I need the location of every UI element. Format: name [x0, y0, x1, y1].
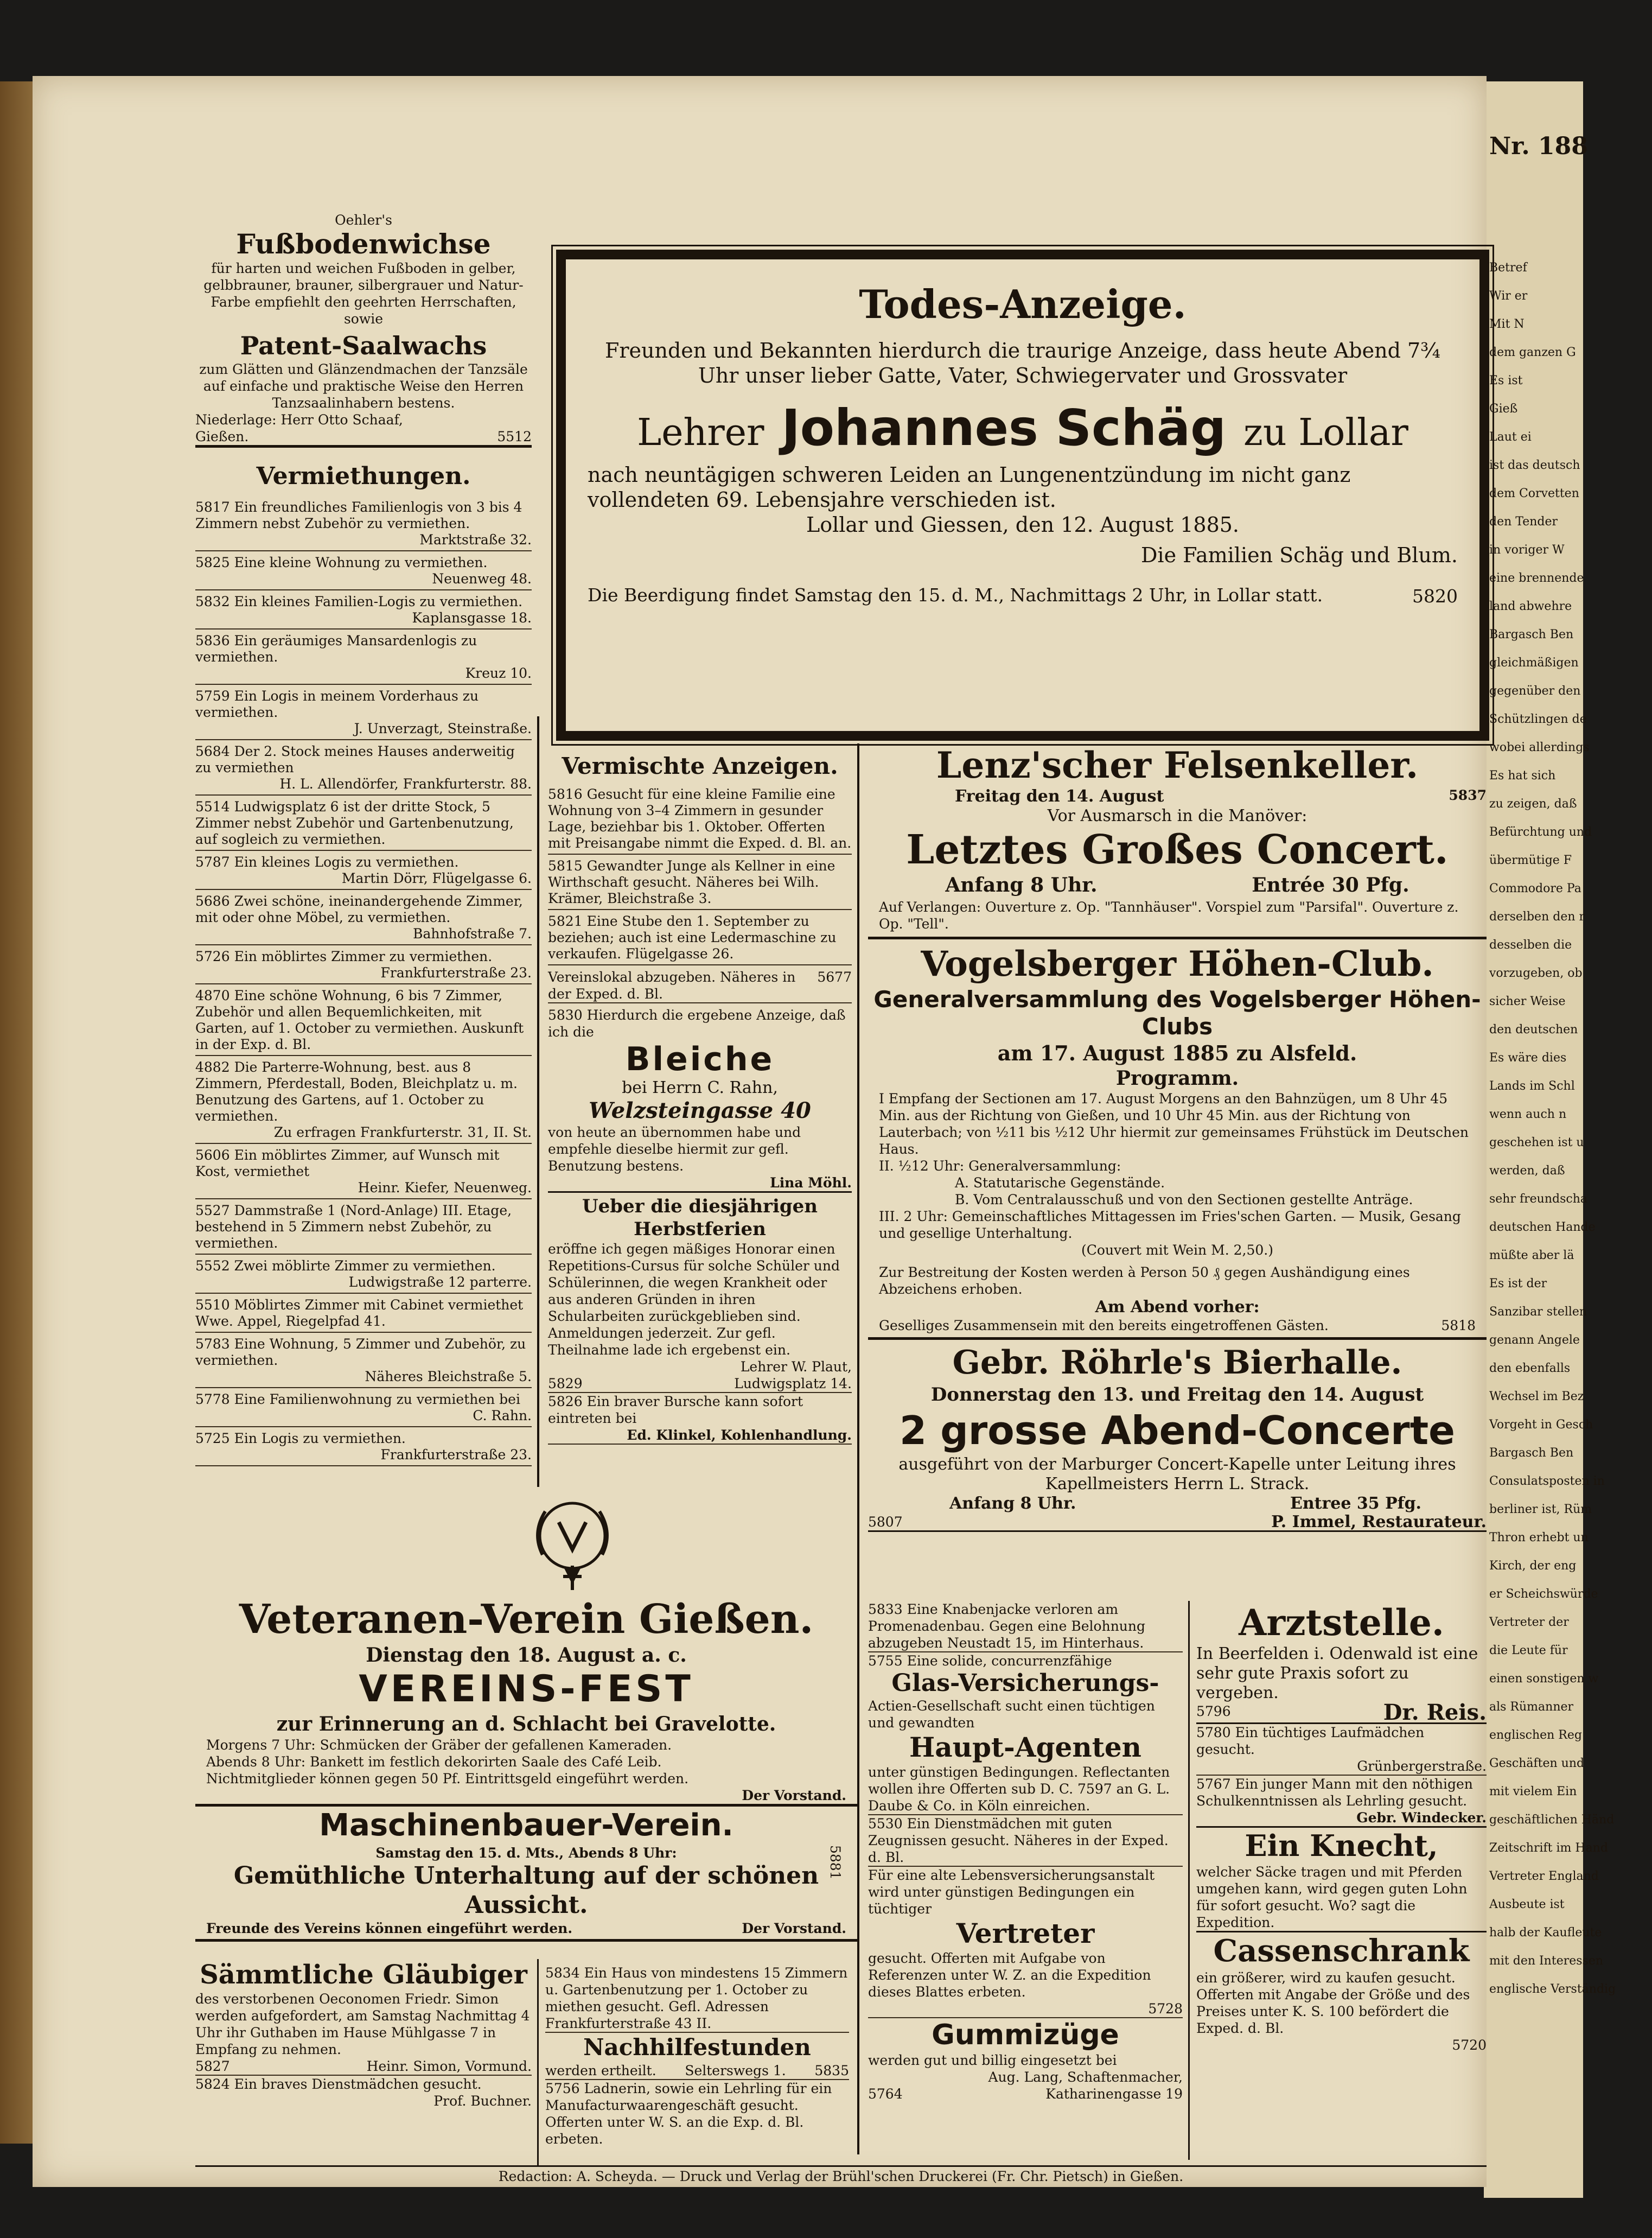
lenz-entree: Entrée 30 Pfg.: [1252, 874, 1409, 897]
roehrle-by: ausgeführt von der Marburger Concert-Kapelle unter Leitung ihres Kapellmeisters Herrn L. Strack.: [898, 1455, 1456, 1493]
list-item-address: Frankfurterstraße 23.: [380, 965, 532, 981]
oehler-ad: [195, 212, 532, 445]
adjacent-page-line: sicher Weise: [1489, 995, 1566, 1008]
maschinen-date: Samstag den 15. d. Mts., Abends 8 Uhr:: [375, 1845, 677, 1861]
adjacent-page-line: die Leute für: [1489, 1644, 1568, 1657]
oehler-depot: Niederlage: Herr Otto Schaaf,: [195, 412, 403, 428]
vogelsberg-sub: Generalversammlung des Vogelsberger Höhen-Clubs: [873, 986, 1481, 1040]
glaeubiger-text: des verstorbenen Oeconomen Friedr. Simon werden aufgefordert, am Samstag Nachmittag 4 Uhr ihr Guthaben im Hause Mühlgasse 7 in Empfang zu nehmen.: [195, 1991, 530, 2057]
adjacent-page-line: Es wäre dies: [1489, 1051, 1567, 1065]
mid-bottom-column: [545, 1964, 849, 2147]
program-item: A. Statutarische Gegenstände.: [955, 1175, 1165, 1191]
lenz-num: 5837: [1449, 787, 1487, 803]
program-item: I Empfang der Sectionen am 17. August Morgens an den Bahnzügen, um 8 Uhr 45 Min. aus der Richtung von Gießen, und 10 Uhr 45 Min. aus der Richtung von Lauterbach; von ½11 bis ½12 Uhr hiermit zur gemeinsames Frühstück im Deutschen Haus.: [879, 1091, 1469, 1157]
roehrle-concert: 2 grosse Abend-Concerte: [900, 1408, 1455, 1453]
vermiethungen-section: [195, 461, 532, 1470]
lenz-ad: [868, 743, 1487, 1532]
roehrle-entree: Entree 35 Pfg.: [1290, 1494, 1421, 1513]
list-item: [195, 633, 532, 685]
column-rule: [857, 743, 859, 2154]
list-item: [195, 1336, 532, 1388]
death-notice-line1: Freunden und Bekannten hierdurch die traurige Anzeige, dass heute Abend 7¾ Uhr unser lieber Gatte, Vater, Schwiegervater und Grossvater: [605, 339, 1440, 387]
list-item: [195, 499, 532, 551]
list-item: [195, 1297, 532, 1333]
list-item-address: Näheres Bleichstraße 5.: [365, 1369, 532, 1384]
cassen-text: ein größerer, wird zu kaufen gesucht. Offerten mit Angabe der Größe und des Preises unter K. S. 100 befördert die Exped. d. Bl.: [1196, 1970, 1470, 2036]
list-item-address: C. Rahn.: [473, 1408, 532, 1423]
adjacent-page-line: dem Corvetten: [1489, 487, 1579, 500]
list-item-address: Martin Dörr, Flügelgasse 6.: [341, 870, 532, 886]
list-item-address: Heinr. Kiefer, Neuenweg.: [358, 1180, 532, 1196]
adjacent-page-line: gegenüber den: [1489, 684, 1581, 698]
lenz-note: Auf Verlangen: Ouverture z. Op. "Tannhäuser". Vorspiel zum "Parsifal". Ouverture z. Op. "Tell".: [868, 897, 1487, 939]
vogelsberg-evening: Am Abend vorher:: [1095, 1298, 1260, 1317]
list-item: [195, 1059, 532, 1144]
glas-intro: 5755 Eine solide, concurrenzfähige: [868, 1653, 1112, 1669]
list-item: [195, 1258, 532, 1294]
veteranen-date: Dienstag den 18. August a. c.: [366, 1644, 687, 1667]
program-item: II. ½12 Uhr: Generalversammlung:: [879, 1158, 1121, 1174]
oehler-desc2: zum Glätten und Glänzendmachen der Tanzsäle auf einfache und praktische Weise den Herren Tanzsaalinhabern bestens.: [199, 361, 528, 411]
maschinen-sig: Der Vorstand.: [742, 1921, 846, 1936]
adjacent-page-line: Es ist: [1489, 374, 1523, 387]
list-item: [195, 949, 532, 984]
vogelsberg-list: [868, 1090, 1487, 1258]
list-item-text: 4870 Eine schöne Wohnung, 6 bis 7 Zimmer, Zubehör und allen Bequemlichkeiten, mit Garten, auf 1. October zu vermiethen. Auskunft in der Exp. d. Bl.: [195, 988, 524, 1052]
adjacent-page-line: sehr freundscha: [1489, 1192, 1587, 1206]
vermischte-title: Vermischte Anzeigen.: [562, 753, 838, 779]
maschinen-event: Gemüthliche Unterhaltung auf der schönen Aussicht.: [233, 1862, 819, 1919]
gummi-num: 5764: [868, 2086, 903, 2102]
adjacent-page-line: Commodore Pa: [1489, 882, 1581, 895]
adjacent-page-line: Wir er: [1489, 289, 1528, 303]
bleiche-title: Bleiche: [625, 1040, 775, 1078]
adjacent-page-line: einen sonstigen w: [1489, 1672, 1599, 1686]
death-notice-pre: Lehrer: [637, 411, 764, 454]
list-item-text: 5832 Ein kleines Familien-Logis zu vermiethen.: [195, 594, 523, 609]
vereinslokal-num: 5677: [817, 969, 852, 985]
adjacent-page-line: Lands im Schl: [1489, 1079, 1575, 1093]
gummi-addr: Katharinengasse 19: [1045, 2086, 1183, 2102]
roehrle-start: Anfang 8 Uhr.: [949, 1494, 1076, 1513]
jacke-text: 5833 Eine Knabenjacke verloren am Promenadenbau. Gegen eine Belohnung abzugeben Neustadt 15, im Hinterhaus.: [868, 1601, 1183, 1652]
veteranen-sig: Der Vorstand.: [195, 1787, 857, 1807]
program-item: (Couvert mit Wein M. 2,50.): [1081, 1242, 1273, 1258]
vogelsberg-date: am 17. August 1885 zu Alsfeld.: [997, 1041, 1357, 1065]
nachhilfe-title: Nachhilfestunden: [583, 2034, 811, 2061]
adjacent-page-line: Ausbeute ist: [1489, 1898, 1565, 1911]
divider: [195, 445, 532, 448]
list-item-text: 5725 Ein Logis zu vermiethen.: [195, 1430, 406, 1446]
adjacent-page-line: Es ist der: [1489, 1277, 1547, 1290]
gummi-sig: Aug. Lang, Schaftenmacher,: [988, 2069, 1183, 2085]
glaeubiger-title: Sämmtliche Gläubiger: [200, 1960, 527, 1990]
glaeubiger-extra: 5824 Ein braves Dienstmädchen gesucht.: [195, 2076, 482, 2092]
list-item-text: 5817 Ein freundliches Familienlogis von 3 bis 4 Zimmern nebst Zubehör zu vermiethen.: [195, 499, 522, 531]
maschinen-num: 5881: [827, 1845, 843, 1880]
adjacent-page-line: zu zeigen, daß: [1489, 797, 1577, 811]
gummi-title: Gummizüge: [932, 2019, 1119, 2051]
list-item-text: 4882 Die Parterre-Wohnung, best. aus 8 Zimmern, Pferdestall, Boden, Bleichplatz u. m. Benutzung des Gartens, auf 1. October zu vermiethen.: [195, 1059, 518, 1124]
adjacent-page-line: deutschen Hande: [1489, 1220, 1596, 1234]
vogelsberg-title: Vogelsberger Höhen-Club.: [921, 944, 1434, 984]
glaeubiger-num: 5827: [195, 2058, 230, 2074]
vertreter-num: 5728: [868, 2000, 1183, 2018]
vertreter-text: gesucht. Offerten mit Aufgabe von Referenzen unter W. Z. an die Expedition dieses Blattes erbeten.: [868, 1950, 1151, 2000]
ladnerin-text: 5756 Ladnerin, sowie ein Lehrling für ein Manufacturwaarengeschäft gesucht. Offerten unter W. S. an die Exp. d. Bl. erbeten.: [545, 2081, 832, 2147]
death-notice-line2: nach neuntägigen schweren Leiden an Lungenentzündung im nicht ganz vollendeten 69. Lebensjahre verschieden ist.: [588, 463, 1351, 512]
roehrle-num: 5807: [868, 1514, 903, 1530]
adjacent-page-line: mit den Interessen: [1489, 1954, 1604, 1968]
roehrle-title: Gebr. Röhrle's Bierhalle.: [952, 1344, 1402, 1382]
dienst-text: 5530 Ein Dienstmädchen mit guten Zeugnissen gesucht. Näheres in der Exped. d. Bl.: [868, 1815, 1183, 1867]
adjacent-page-line: genann Angele: [1489, 1333, 1580, 1347]
oehler-title: Fußbodenwichse: [236, 228, 491, 260]
list-item-address: Marktstraße 32.: [419, 532, 532, 548]
adjacent-page-line: desselben die: [1489, 938, 1572, 952]
knecht-text: welcher Säcke tragen und mit Pferden umgehen kann, wird gegen guten Lohn für sofort gesucht. Wo? sagt die Expedition.: [1196, 1864, 1487, 1932]
list-item-text: 5825 Eine kleine Wohnung zu vermiethen.: [195, 555, 488, 570]
vermiethungen-title: Vermiethungen.: [256, 462, 471, 490]
adjacent-page-header: Nr. 188: [1489, 132, 1588, 160]
column-rule: [1188, 1601, 1190, 2160]
program-item: III. 2 Uhr: Gemeinschaftliches Mittagessen im Fries'schen Garten. — Musik, Gesang und gesellige Unterhaltung.: [879, 1209, 1461, 1241]
veteranen-title: Veteranen-Verein Gießen.: [239, 1596, 814, 1643]
veteran-emblem-icon: [521, 1490, 624, 1593]
death-notice-place: Lollar und Giessen, den 12. August 1885.: [806, 513, 1240, 537]
bursche-sig: Ed. Klinkel, Kohlenhandlung.: [548, 1427, 852, 1445]
knecht-title: Ein Knecht,: [1245, 1828, 1438, 1863]
adjacent-page-line: werden, daß: [1489, 1164, 1565, 1178]
adjacent-page-line: Befürchtung und: [1489, 825, 1592, 839]
bleiche-sig: Lina Möhl.: [548, 1174, 852, 1193]
list-item-address: Kaplansgasse 18.: [412, 610, 532, 626]
list-item-address: Zu erfragen Frankfurterstr. 31, II. St.: [273, 1124, 532, 1140]
vermischte-section: [548, 752, 852, 1445]
lenz-concert: Letztes Großes Concert.: [906, 826, 1449, 873]
bleiche-intro: 5830 Hierdurch die ergebene Anzeige, daß ich die: [548, 1007, 846, 1040]
adjacent-page-line: gleichmäßigen: [1489, 656, 1579, 670]
death-notice-post: zu Lollar: [1243, 411, 1408, 454]
adjacent-page-line: geschehen ist u: [1489, 1136, 1584, 1149]
glas-title: Glas-Versicherungs-: [891, 1669, 1159, 1697]
vogelsberg-programm: Programm.: [1115, 1067, 1239, 1090]
veteranen-memory: zur Erinnerung an d. Schlacht bei Gravelotte.: [276, 1713, 776, 1735]
adjacent-page-line: wenn auch n: [1489, 1108, 1567, 1121]
glaeubiger-sig: Heinr. Simon, Vormund.: [366, 2058, 532, 2074]
agent-text: unter günstigen Bedingungen. Reflectanten wollen ihre Offerten sub D. C. 7597 an G. L. Daube & Co. in Köln einreichen.: [868, 1764, 1183, 1815]
lenz-sub: Vor Ausmarsch in die Manöver:: [1047, 806, 1307, 825]
oehler-city: Gießen.: [195, 429, 249, 444]
vogelsberg-num: 5818: [1441, 1318, 1476, 1333]
list-item-text: 5510 Möblirtes Zimmer mit Cabinet vermiethet Wwe. Appel, Riegelpfad 41.: [195, 1297, 524, 1329]
list-item: [195, 594, 532, 630]
adjacent-page-line: Vertreter der: [1489, 1616, 1569, 1629]
adjacent-page-line: den deutschen: [1489, 1023, 1578, 1037]
adjacent-page-line: Bargasch Ben: [1489, 1446, 1574, 1460]
maschinen-title: Maschinenbauer-Verein.: [319, 1808, 733, 1843]
glaeubiger-extra-sig: Prof. Buchner.: [433, 2093, 532, 2109]
list-item-address: Frankfurterstraße 23.: [380, 1447, 532, 1463]
list-item-text: 5514 Ludwigsplatz 6 ist der dritte Stock, 5 Zimmer nebst Zubehör und Gartenbenutzung, auf sogleich zu vermiethen.: [195, 799, 514, 847]
adjacent-page-line: Gieß: [1489, 402, 1518, 416]
adjacent-page-line: Schützlingen de: [1489, 713, 1587, 726]
lauf-addr: Grünbergerstraße.: [1196, 1758, 1487, 1776]
adjacent-page-line: englischen Reg: [1489, 1728, 1582, 1742]
veteranen-ad: [195, 1595, 857, 1942]
adjacent-page-line: Vertreter England: [1489, 1870, 1599, 1883]
veteranen-evening: Abends 8 Uhr: Bankett im festlich dekorirten Saale des Café Leib.: [206, 1754, 662, 1770]
arzt-num: 5796: [1196, 1703, 1231, 1719]
list-item: [195, 1203, 532, 1255]
list-item: 5815 Gewandter Junge als Kellner in eine Wirthschaft gesucht. Näheres bei Wilh. Krämer, Bleichstraße 3.: [548, 858, 852, 910]
lenz-start: Anfang 8 Uhr.: [945, 874, 1098, 897]
herbst-sig: Lehrer W. Plaut,: [740, 1359, 852, 1375]
oehler-num: 5512: [497, 429, 532, 444]
list-item: [195, 854, 532, 890]
list-item-text: 5759 Ein Logis in meinem Vorderhaus zu vermiethen.: [195, 688, 479, 720]
roehrle-sig: P. Immel, Restaurateur.: [1271, 1512, 1487, 1531]
list-item-text: 5726 Ein möblirtes Zimmer zu vermiethen.: [195, 949, 493, 964]
gummi-text: werden gut und billig eingesetzt bei: [868, 2052, 1117, 2068]
column-rule: [537, 1959, 539, 2165]
nachhilfe-addr: Selterswegs 1.: [685, 2063, 786, 2078]
oehler-desc: für harten und weichen Fußboden in gelber, gelbbrauner, brauner, silbergrauer und Natur-Farbe empfiehlt den geehrten Herrschaften, sowie: [203, 260, 524, 327]
bursche-text: 5826 Ein braver Bursche kann sofort eintreten bei: [548, 1394, 803, 1426]
list-item-address: Neuenweg 48.: [432, 571, 532, 587]
veteranen-note: Nichtmitglieder können gegen 50 Pf. Eintrittsgeld eingeführt werden.: [206, 1771, 689, 1786]
oehler-line1: Oehler's: [335, 212, 392, 228]
list-item-address: H. L. Allendörfer, Frankfurterstr. 88.: [279, 776, 532, 792]
adjacent-page-line: eine brennende: [1489, 571, 1584, 585]
list-item-address: Kreuz 10.: [465, 665, 532, 681]
lauf-text: 5780 Ein tüchtiges Laufmädchen gesucht.: [1196, 1725, 1425, 1757]
col4-section: [868, 1601, 1183, 2102]
list-item-text: 5783 Eine Wohnung, 5 Zimmer und Zubehör, zu vermiethen.: [195, 1336, 526, 1368]
adjacent-page-line: Betref: [1489, 261, 1527, 275]
list-item: [195, 688, 532, 740]
column-rule: [537, 716, 539, 1487]
adjacent-page-line: müßte aber lä: [1489, 1249, 1574, 1262]
roehrle-date: Donnerstag den 13. und Freitag den 14. August: [930, 1384, 1424, 1406]
junge-sig: Gebr. Windecker.: [1196, 1809, 1487, 1828]
bleiche-addr: Welzsteingasse 40: [589, 1098, 811, 1123]
list-item-text: 5527 Dammstraße 1 (Nord-Anlage) III. Etage, bestehend in 5 Zimmern nebst Zubehör, zu vermiethen.: [195, 1203, 512, 1251]
adjacent-page-line: geschäftlichen Händ: [1489, 1813, 1615, 1827]
adjacent-page-line: Wechsel im Bez: [1489, 1390, 1584, 1403]
adjacent-page-line: Geschäften und: [1489, 1757, 1585, 1770]
list-item: 5816 Gesucht für eine kleine Familie eine Wohnung von 3–4 Zimmern in gesunder Lage, beziehbar bis 1. Oktober. Offerten mit Preisangabe nimmt die Exped. d. Bl. an.: [548, 786, 852, 855]
adjacent-page-line: berliner ist, Rüm: [1489, 1503, 1592, 1516]
junge-text: 5767 Ein junger Mann mit den nöthigen Schulkenntnissen als Lehrling gesucht.: [1196, 1776, 1473, 1809]
list-item: [195, 1147, 532, 1199]
adjacent-page-line: Kirch, der eng: [1489, 1559, 1577, 1573]
cassen-title: Cassenschrank: [1213, 1933, 1470, 1969]
vermiethungen-list: [195, 499, 532, 1466]
list-item-text: 5686 Zwei schöne, ineinandergehende Zimmer, mit oder ohne Möbel, zu vermiethen.: [195, 893, 523, 925]
adjacent-page-line: den ebenfalls: [1489, 1362, 1571, 1375]
vogelsberg-evening-text: Geselliges Zusammensein mit den bereits eingetroffenen Gästen.: [879, 1318, 1329, 1333]
adjacent-page-line: mit vielem Ein: [1489, 1785, 1577, 1798]
adjacent-page-line: wobei allerdings: [1489, 741, 1590, 754]
list-item: [195, 743, 532, 796]
adjacent-page-line: Bargasch Ben: [1489, 628, 1574, 641]
list-item-address: Ludwigstraße 12 parterre.: [348, 1274, 532, 1290]
vogelsberg-cost: Zur Bestreitung der Kosten werden à Person 50 ₰ gegen Aushändigung eines Abzeichens erhoben.: [879, 1264, 1410, 1297]
adjacent-page-line: übermütige F: [1489, 854, 1572, 867]
program-item: B. Vom Centralausschuß und von den Sectionen gestellte Anträge.: [955, 1192, 1413, 1207]
adjacent-page-line: derselben den r: [1489, 910, 1585, 924]
cassen-num: 5720: [1452, 2037, 1487, 2053]
adjacent-page-line: Thron erhebt un: [1489, 1531, 1589, 1544]
maschinen-note: Freunde des Vereins können eingeführt werden.: [206, 1921, 573, 1936]
glaeubiger-ad: [195, 1959, 532, 2109]
veteranen-morning: Morgens 7 Uhr: Schmücken der Gräber der gefallenen Kameraden.: [206, 1737, 672, 1753]
adjacent-page-line: land abwehre: [1489, 600, 1572, 613]
adjacent-page-line: in voriger W: [1489, 543, 1565, 557]
adjacent-page-line: dem ganzen G: [1489, 346, 1576, 359]
list-item-text: 5606 Ein möblirtes Zimmer, auf Wunsch mit Kost, vermiethet: [195, 1147, 500, 1179]
lebens-text: Für eine alte Lebensversicherungsanstalt wird unter günstigen Bedingungen ein tüchtiger: [868, 1867, 1155, 1917]
bleiche-text: von heute an übernommen habe und empfehle dieselbe hiermit zur gefl. Benutzung bestens.: [548, 1124, 801, 1174]
herbst-title: Ueber die diesjährigen Herbstferien: [582, 1196, 818, 1240]
adjacent-page-line: englische Verständig: [1489, 1982, 1616, 1996]
adjacent-page-line: Consulatsposten in: [1489, 1474, 1605, 1488]
list-item-text: 5778 Eine Familienwohnung zu vermiethen bei: [195, 1391, 520, 1407]
herbst-num: 5829: [548, 1376, 583, 1391]
footer-rule: [195, 2165, 1487, 2167]
adjacent-page-line: er Scheichswürde: [1489, 1587, 1598, 1601]
glas-sub: Actien-Gesellschaft sucht einen tüchtigen und gewandten: [868, 1698, 1155, 1731]
arzt-title: Arztstelle.: [1239, 1601, 1444, 1644]
adjacent-page-line: Laut ei: [1489, 430, 1532, 444]
list-item: [195, 988, 532, 1056]
oehler-title2: Patent-Saalwachs: [240, 331, 487, 360]
col5-section: [1196, 1601, 1487, 2053]
adjacent-page-line: Mit N: [1489, 317, 1525, 331]
death-notice-family: Die Familien Schäg und Blum.: [1140, 543, 1458, 567]
lenz-title: Lenz'scher Felsenkeller.: [936, 744, 1419, 786]
list-item-text: 5836 Ein geräumiges Mansardenlogis zu vermiethen.: [195, 633, 477, 665]
footer-imprint: Redaction: A. Scheyda. — Druck und Verlag der Brühl'schen Druckerei (Fr. Chr. Pietsch) in Gießen.: [498, 2169, 1184, 2184]
list-item-address: Bahnhofstraße 7.: [413, 926, 532, 942]
nachhilfe-text: werden ertheilt.: [545, 2063, 656, 2078]
list-item: 5821 Eine Stube den 1. September zu beziehen; auch ist eine Ledermaschine zu verkaufen. Flügelgasse 26.: [548, 913, 852, 965]
agent-title: Haupt-Agenten: [909, 1731, 1141, 1763]
lenz-date: Freitag den 14. August: [955, 787, 1164, 806]
death-notice-funeral: Die Beerdigung findet Samstag den 15. d. M., Nachmittags 2 Uhr, in Lollar statt.: [588, 584, 1323, 606]
herbst-addr: Ludwigsplatz 14.: [734, 1376, 852, 1391]
adjacent-page-line: den Tender: [1489, 515, 1558, 529]
list-item: [195, 1391, 532, 1427]
adjacent-page-line: halb der Kaufleute: [1489, 1926, 1602, 1940]
list-item-text: 5787 Ein kleines Logis zu vermiethen.: [195, 854, 459, 870]
adjacent-page: [1484, 81, 1616, 2198]
death-notice-title: Todes-Anzeige.: [859, 281, 1187, 327]
vereinslokal-text: Vereinslokal abzugeben. Näheres in der Exped. d. Bl.: [548, 969, 796, 1002]
newspaper-page: [33, 76, 1487, 2187]
death-notice-name: Johannes Schäg: [781, 399, 1226, 457]
haus-text: 5834 Ein Haus von mindestens 15 Zimmern u. Gartenbenutzung per 1. October zu miethen gesucht. Gefl. Adressen Frankfurterstraße 43 II.: [545, 1964, 849, 2033]
bleiche-by: bei Herrn C. Rahn,: [622, 1078, 778, 1097]
list-item: [195, 893, 532, 945]
adjacent-page-line: als Rümanner: [1489, 1700, 1574, 1714]
adjacent-page-line: Zeitschrift im Hand: [1489, 1841, 1608, 1855]
arzt-sig: Dr. Reis.: [1383, 1700, 1487, 1725]
arzt-text: In Beerfelden i. Odenwald ist eine sehr gute Praxis sofort zu vergeben.: [1196, 1644, 1478, 1702]
adjacent-page-line: Sanzibar stellen: [1489, 1305, 1587, 1319]
death-notice: [556, 250, 1489, 741]
list-item: [195, 1430, 532, 1466]
vermischte-list: [548, 786, 852, 965]
list-item-address: J. Unverzagt, Steinstraße.: [354, 721, 532, 736]
death-notice-num: 5820: [1412, 586, 1458, 607]
list-item-text: 5552 Zwei möblirte Zimmer zu vermiethen.: [195, 1258, 496, 1274]
adjacent-page-line: Es hat sich: [1489, 769, 1556, 783]
list-item: [195, 799, 532, 851]
adjacent-page-line: vorzugeben, ob: [1489, 967, 1583, 980]
vertreter-title: Vertreter: [956, 1917, 1095, 1949]
veteranen-fest: VEREINS-FEST: [359, 1668, 694, 1711]
herbst-text: eröffne ich gegen mäßiges Honorar einen Repetitions-Cursus für solche Schüler und Schülerinnen, die wegen Krankheit oder aus anderen Gründen in ihren Schularbeiten zurückgeblieben sind. Anmeldungen jederzeit. Zur gefl. Theilnahme lade ich ergebenst ein.: [548, 1241, 840, 1358]
list-item-text: 5684 Der 2. Stock meines Hauses anderweitig zu vermiethen: [195, 743, 515, 775]
list-item: [195, 555, 532, 590]
adjacent-page-line: Vorgeht in Gesch: [1489, 1418, 1593, 1432]
nachhilfe-num: 5835: [814, 2063, 849, 2078]
adjacent-page-line: ist das deutsch: [1489, 459, 1580, 472]
